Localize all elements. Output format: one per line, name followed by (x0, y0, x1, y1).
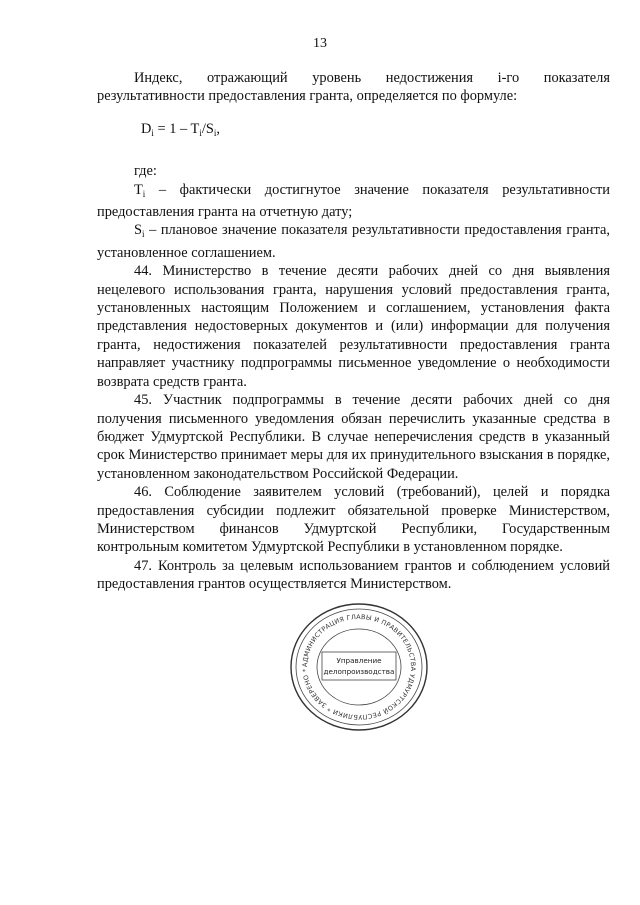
paragraph-44: 44. Министерство в течение десяти рабочих дней со дня выявления нецелевого использования гранта, нарушения условий предоставления гранта, установленных настоящим Положением и соглашением, установления факта представления недостоверных документов и (или) информации для получения гранта, недостижения показателей результативности предоставления гранта направляет участнику подпрограммы письменное уведомление о необходимости возврата средств гранта. (97, 263, 610, 390)
index-intro-paragraph: Индекс, отражающий уровень недостижения i-го показателя результативности предоставления гранта, определяется по формуле: (97, 70, 610, 105)
where-label: где: (134, 163, 157, 180)
official-stamp (286, 600, 432, 734)
document-body (97, 69, 610, 594)
si-sub: i (142, 229, 145, 240)
paragraph-47: 47. Контроль за целевым использованием грантов и соблюдением условий предоставления грантов осуществляется Министерством. (97, 557, 610, 593)
stamp-center-line1: Управление (336, 656, 382, 665)
ti-text: – фактически достигнутое значение показателя результативности предоставления гранта на отчетную дату; (97, 181, 610, 221)
stamp-ring-text: АДМИНИСТРАЦИЯ ГЛАВЫ И ПРАВИТЕЛЬСТВА УДМУРТСКОЙ РЕСПУБЛИКИ * ЗАВЕРЕНО * (300, 612, 418, 722)
ti-definition (97, 181, 610, 222)
formula-t-sub: i (199, 127, 202, 138)
formula-slash: /S (201, 120, 214, 137)
formula-d: D (141, 120, 152, 137)
ti-symbol: T (134, 181, 143, 198)
stamp-center-line2: делопроизводства (323, 667, 395, 676)
si-text: – плановое значение показателя результативности предоставления гранта, установленное соглашением. (97, 222, 610, 261)
formula-eq: = 1 – T (153, 120, 200, 137)
si-symbol: S (134, 222, 143, 239)
formula-s-sub: i (213, 127, 217, 138)
si-definition (97, 221, 610, 262)
page-number: 13 (313, 36, 327, 51)
paragraph-45: 45. Участник подпрограммы в течение десяти рабочих дней со дня получения письменного уведомления обязан перечислить указанные средства в бюджет Удмуртской Республики. В случае неперечисления средств в указанный срок Министерство принимает меры для их принудительного взыскания в порядке, установленном законодательством Российской Федерации. (97, 392, 610, 482)
ti-sub: i (142, 188, 146, 199)
paragraph-46: 46. Соблюдение заявителем условий (требований), целей и порядка предоставления субсидии подлежит обязательной проверке Министерством, Министерством финансов Удмуртской Республики, Государственным контрольным комитетом Удмуртской Республики в установленном порядке. (97, 484, 610, 556)
formula (97, 120, 610, 142)
stamp-seal-icon (286, 600, 432, 734)
formula-d-sub: i (151, 127, 154, 138)
formula-end: , (216, 120, 221, 137)
